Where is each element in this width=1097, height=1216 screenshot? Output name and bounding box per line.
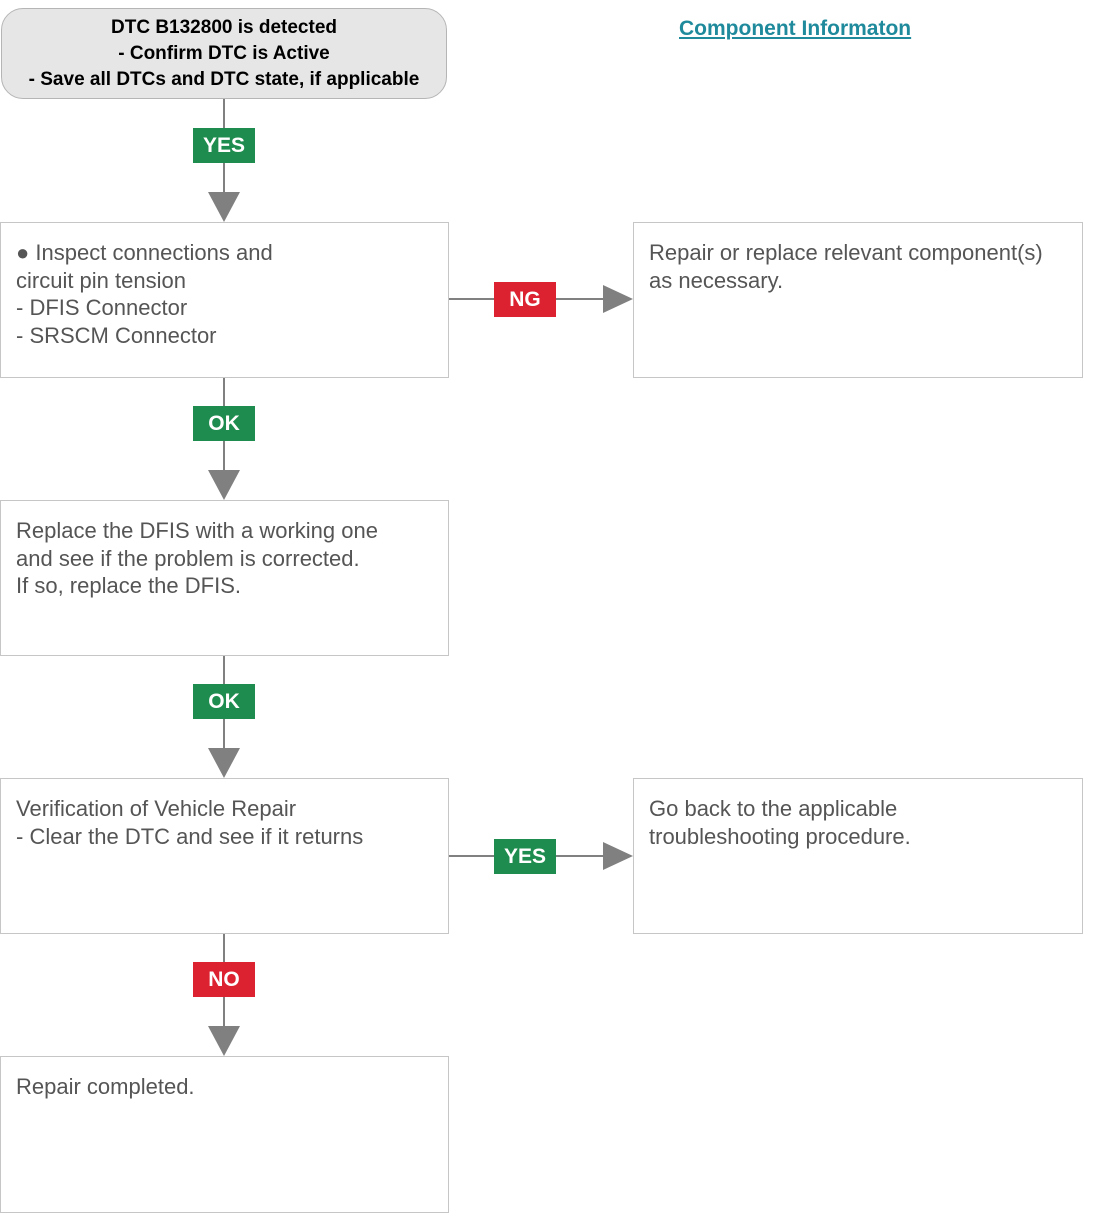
step-inspect-connections <box>0 222 449 378</box>
arrow-right-icon <box>603 285 633 313</box>
start-line-1: DTC B132800 is detected <box>111 16 337 38</box>
ng-badge: NG <box>494 282 556 317</box>
arrow-down-icon <box>208 748 240 778</box>
step-text-line: Go back to the applicable <box>649 796 898 821</box>
step-text-line: circuit pin tension <box>16 267 186 293</box>
step-text-line: - SRSCM Connector <box>16 322 217 348</box>
step-repair-replace <box>633 222 1083 378</box>
step-text-line: Verification of Vehicle Repair <box>16 796 297 821</box>
yes-badge: YES <box>193 128 255 163</box>
no-badge: NO <box>193 962 255 997</box>
start-line-2: - Confirm DTC is Active <box>118 42 330 64</box>
yes-badge: YES <box>494 839 556 874</box>
step-replace-dfis <box>0 500 449 656</box>
step-verification <box>0 778 449 934</box>
start-line-3: - Save all DTCs and DTC state, if applicable <box>28 68 420 90</box>
step-text-line: Replace the DFIS with a working one <box>16 518 378 543</box>
step-text-line: troubleshooting procedure. <box>649 823 911 849</box>
step-text-line: and see if the problem is corrected. <box>16 545 360 571</box>
step-text-line: ● Inspect connections and <box>16 240 273 265</box>
step-text-line: Repair completed. <box>16 1074 195 1099</box>
arrow-down-icon <box>208 470 240 500</box>
step-text-line: - DFIS Connector <box>16 295 188 320</box>
step-go-back <box>633 778 1083 934</box>
arrow-right-icon <box>603 842 633 870</box>
ok-badge: OK <box>193 684 255 719</box>
step-text-line: If so, replace the DFIS. <box>16 573 241 598</box>
step-text-line: - Clear the DTC and see if it returns <box>16 823 364 849</box>
arrow-down-icon <box>208 1026 240 1056</box>
start-node-dtc-detected <box>1 8 447 99</box>
arrow-down-icon <box>208 192 240 222</box>
component-information-link[interactable]: Component Informaton <box>679 17 912 40</box>
step-text-line: as necessary. <box>649 267 784 293</box>
ok-badge: OK <box>193 406 255 441</box>
step-text-line: Repair or replace relevant component(s) <box>649 240 1043 265</box>
step-repair-completed <box>0 1056 449 1213</box>
